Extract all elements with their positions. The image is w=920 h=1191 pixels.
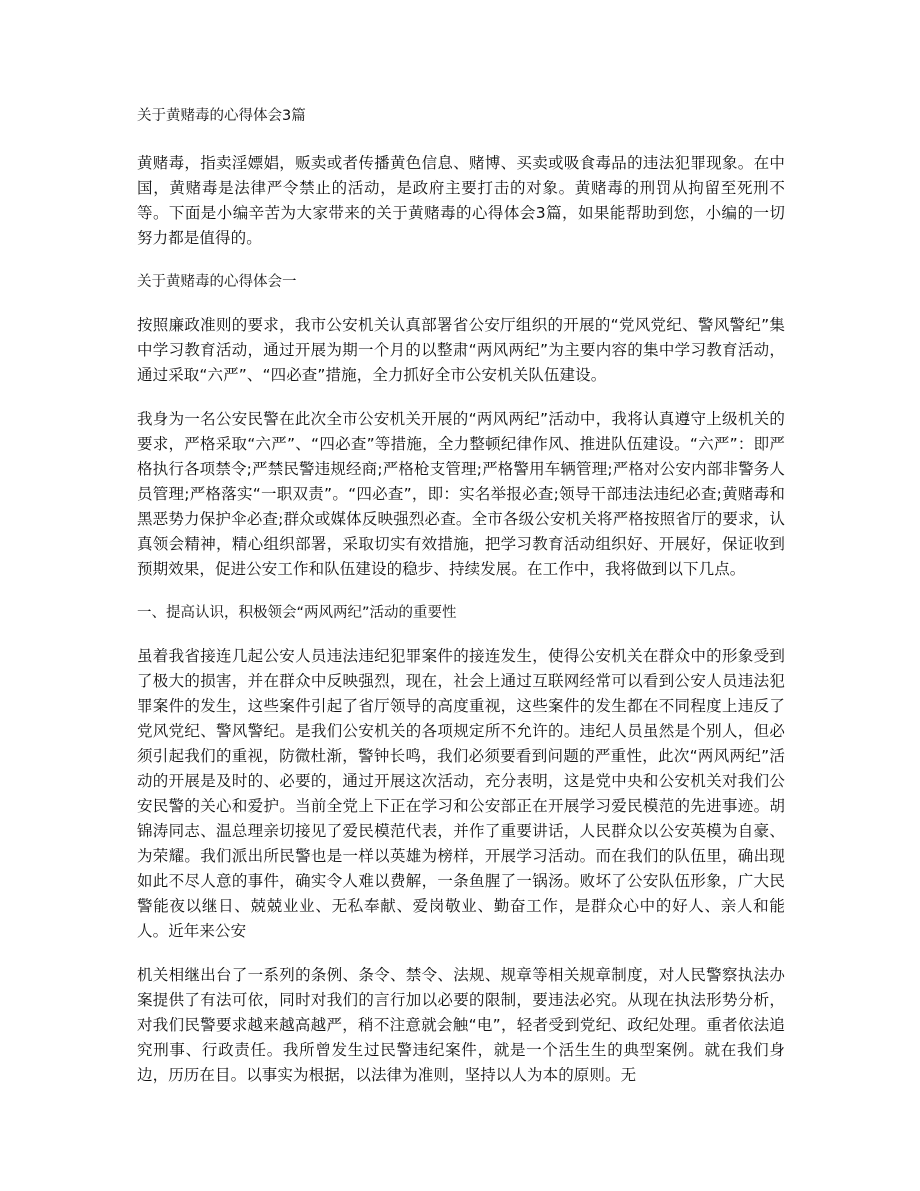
intro-paragraph: 黄赌毒，指卖淫嫖娼，贩卖或者传播黄色信息、赌博、买卖或吸食毒品的违法犯罪现象。在中国，黄赌毒是法律严令禁止的活动，是政府主要打击的对象。黄赌毒的刑罚从拘留至死刑不等。下面是小编辛苦为大家带来的关于黄赌毒的心得体会3篇，如果能帮助到您，小编的一切努力都是值得的。 — [137, 154, 785, 247]
body-paragraph: 我身为一名公安民警在此次全市公安机关开展的“两风两纪”活动中，我将认真遵守上级机关的要求，严格采取“六严”、“四必查”等措施，全力整顿纪律作风、推进队伍建设。“六严”：即严格执行各项禁令;严禁民警违规经商;严格枪支管理;严格警用车辆管理;严格对公安内部非警务人员管理;严格落实“一职双责”。“四必查”，即：实名举报必查;领导干部违法违纪必查;黄赌毒和黑恶势力保护伞必查;群众或媒体反映强烈必查。全市各级公安机关将严格按照省厅的要求，认真领会精神，精心组织部署，采取切实有效措施，把学习教育活动组织好、开展好，保证收到预期效果，促进公安工作和队伍建设的稳步、持续发展。在工作中，我将做到以下几点。 — [137, 410, 785, 578]
subsection-heading-1: 一、提高认识，积极领会“两风两纪”活动的重要性 — [137, 605, 457, 621]
body-paragraph: 机关相继出台了一系列的条例、条令、禁令、法规、规章等相关规章制度，对人民警察执法办案提供了有法可依，同时对我们的言行加以必要的限制，要违法必究。从现在执法形势分析，对我们民警要求越来越高越严，稍不注意就会触“电”，轻者受到党纪、政纪处理。重者依法追究刑事、行政责任。我所曾发生过民警违纪案件，就是一个活生生的典型案例。就在我们身边，历历在目。以事实为根据，以法律为准则，坚持以人为本的原则。无 — [137, 966, 785, 1084]
document-title: 关于黄赌毒的心得体会3篇 — [137, 108, 306, 124]
document-page — [137, 104, 785, 1107]
section-heading-1: 关于黄赌毒的心得体会一 — [137, 274, 297, 290]
body-paragraph: 虽着我省接连几起公安人员违法违纪犯罪案件的接连发生，使得公安机关在群众中的形象受到了极大的损害，并在群众中反映强烈，现在，社会上通过互联网经常可以看到公安人员违法犯罪案件的发生，这些案件引起了省厅领导的高度重视，这些案件的发生都在不同程度上违反了党风党纪、警风警纪。是我们公安机关的各项规定所不允许的。违纪人员虽然是个别人，但必须引起我们的重视，防微杜渐，警钟长鸣，我们必须要看到问题的严重性，此次“两风两纪”活动的开展是及时的、必要的，通过开展这次活动，充分表明，这是党中央和公安机关对我们公安民警的关心和爱护。当前全党上下正在学习和公安部正在开展学习爱民模范的先进事迹。胡锦涛同志、温总理亲切接见了爱民模范代表，并作了重要讲话，人民群众以公安英模为自豪、为荣耀。我们派出所民警也是一样以英雄为榜样，开展学习活动。而在我们的队伍里，确出现如此不尽人意的事件，确实令人难以费解，一条鱼腥了一锅汤。败坏了公安队伍形象，广大民警能夜以继日、兢兢业业、无私奉献、爱岗敬业、勤奋工作，是群众心中的好人、亲人和能人。近年来公安 — [137, 647, 785, 940]
body-paragraph: 按照廉政准则的要求，我市公安机关认真部署省公安厅组织的开展的“党风党纪、警风警纪”集中学习教育活动，通过开展为期一个月的以整肃“两风两纪”为主要内容的集中学习教育活动，通过采取“六严”、“四必查”措施，全力抓好全市公安机关队伍建设。 — [137, 316, 785, 384]
